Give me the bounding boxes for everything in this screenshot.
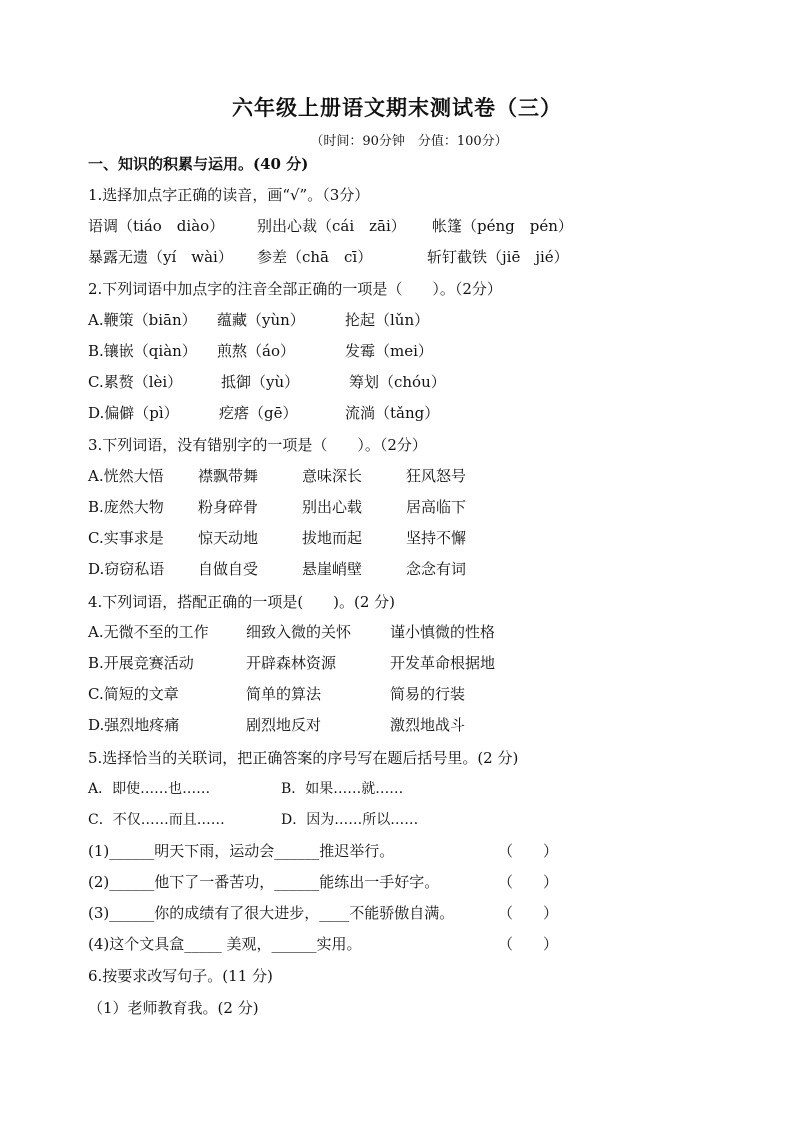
question-3-option [88, 466, 708, 486]
option-item: 开发革命根据地 [390, 654, 496, 672]
option-item: 开辟森林资源 [246, 654, 337, 672]
option-item: 激烈地战斗 [390, 716, 466, 734]
option-item: 坚持不懈 [406, 529, 467, 547]
option-item: B.镶嵌（qiàn） [88, 342, 197, 360]
option-item: 蕴藏（yùn） [217, 311, 305, 329]
option-item: D.强烈地疼痛 [88, 716, 180, 734]
option-item: B.开展竞赛活动 [88, 654, 194, 672]
option-item: 简易的行装 [390, 685, 466, 703]
option-item: 粉身碎骨 [198, 498, 259, 516]
option-item: 筹划（chóu） [349, 373, 446, 391]
option-item: 居高临下 [406, 498, 467, 516]
exam-time-score: （时间：90分钟 分值：100分） [310, 134, 508, 149]
option-item: A.无微不至的工作 [88, 623, 209, 641]
pinyin-choice: 斩钉截铁（jiē jié） [427, 248, 569, 266]
option-item: 自做自受 [198, 560, 259, 578]
question-4-option [88, 622, 708, 642]
option-item: B.庞然大物 [88, 498, 164, 516]
page-title: 六年级上册语文期末测试卷（三） [232, 95, 562, 120]
answer-parentheses[interactable]: （ ） [498, 904, 559, 922]
option-item: 煎熬（áo） [217, 342, 295, 360]
option-item: 悬崖峭壁 [302, 560, 363, 578]
option-item: D.偏僻（pì） [88, 404, 179, 422]
choice-item: A．即使……也…… [88, 781, 211, 797]
question-3-stem: 3.下列词语，没有错别字的一项是（ ）。（2分） [88, 436, 427, 454]
fill-blank-item [88, 934, 708, 954]
pinyin-choice: 参差（chā cī） [257, 248, 373, 266]
pinyin-choice: 暴露无遗（yí wài） [88, 248, 233, 266]
question-3-option [88, 559, 708, 579]
option-item: 念念有词 [406, 560, 467, 578]
question-4-option [88, 684, 708, 704]
option-item: 抵御（yù） [221, 373, 300, 391]
option-item: 疙瘩（gē） [219, 404, 298, 422]
question-1-stem: 1.选择加点字正确的读音，画“√”。（3分） [88, 186, 370, 204]
option-item: A.鞭策（biān） [88, 311, 197, 329]
choice-item: D．因为……所以…… [281, 812, 419, 828]
fill-blank-item [88, 903, 708, 923]
fill-blank-sentence: (3)______你的成绩有了很大进步，____不能骄傲自满。 [88, 904, 455, 922]
option-item: 意味深长 [302, 467, 363, 485]
choice-item: C．不仅……而且…… [88, 812, 225, 828]
question-4-option [88, 715, 708, 735]
option-item: 发霉（mei） [345, 342, 433, 360]
conjunction-choices [88, 810, 708, 830]
fill-blank-sentence: (4)这个文具盒_____ 美观，______实用。 [88, 935, 362, 953]
option-item: 襟飘带舞 [198, 467, 259, 485]
option-item: C.实事求是 [88, 529, 164, 547]
question-4-option [88, 653, 708, 673]
option-item: 惊天动地 [198, 529, 259, 547]
pinyin-choice: 语调（tiáo diào） [88, 217, 225, 235]
answer-parentheses[interactable]: （ ） [498, 842, 559, 860]
answer-parentheses[interactable]: （ ） [498, 873, 559, 891]
question-3-option [88, 497, 708, 517]
option-item: 细致入微的关怀 [246, 623, 352, 641]
question-6-stem: 6.按要求改写句子。(11 分) [88, 967, 273, 985]
option-item: 谨小慎微的性格 [390, 623, 496, 641]
question-1-row [88, 247, 708, 267]
pinyin-choice: 别出心裁（cái zāi） [257, 217, 406, 235]
fill-blank-sentence: (2)______他下了一番苦功，______能练出一手好字。 [88, 873, 440, 891]
option-item: 狂风怒号 [406, 467, 467, 485]
option-item: 剧烈地反对 [246, 716, 322, 734]
fill-blank-item [88, 872, 708, 892]
question-5-stem: 5.选择恰当的关联词，把正确答案的序号写在题后括号里。(2 分) [88, 749, 519, 767]
option-item: 简单的算法 [246, 685, 322, 703]
question-3-option [88, 528, 708, 548]
option-item: C.累赘（lèi） [88, 373, 183, 391]
option-item: 别出心载 [302, 498, 363, 516]
conjunction-choices [88, 779, 708, 799]
fill-blank-item [88, 841, 708, 861]
choice-item: B．如果……就…… [281, 781, 404, 797]
option-item: D.窃窃私语 [88, 560, 165, 578]
question-1-row [88, 216, 708, 236]
pinyin-choice: 帐篷（péng pén） [432, 217, 573, 235]
question-4-stem: 4.下列词语，搭配正确的一项是( )。(2 分) [88, 593, 396, 611]
section-heading: 一、知识的积累与运用。(40 分) [88, 155, 309, 173]
option-item: 拔地而起 [302, 529, 363, 547]
question-2-option [88, 403, 708, 423]
option-item: A.恍然大悟 [88, 467, 164, 485]
question-2-option [88, 372, 708, 392]
question-2-option [88, 310, 708, 330]
fill-blank-sentence: (1)______明天下雨，运动会______推迟举行。 [88, 842, 395, 860]
option-item: 抡起（lǔn） [345, 311, 430, 329]
option-item: 流淌（tǎng） [345, 404, 440, 422]
question-6-sub1: （1）老师教育我。(2 分) [88, 999, 259, 1017]
question-2-stem: 2.下列词语中加点字的注音全部正确的一项是（ ）。（2分） [88, 280, 502, 298]
question-2-option [88, 341, 708, 361]
answer-parentheses[interactable]: （ ） [498, 935, 559, 953]
option-item: C.简短的文章 [88, 685, 179, 703]
